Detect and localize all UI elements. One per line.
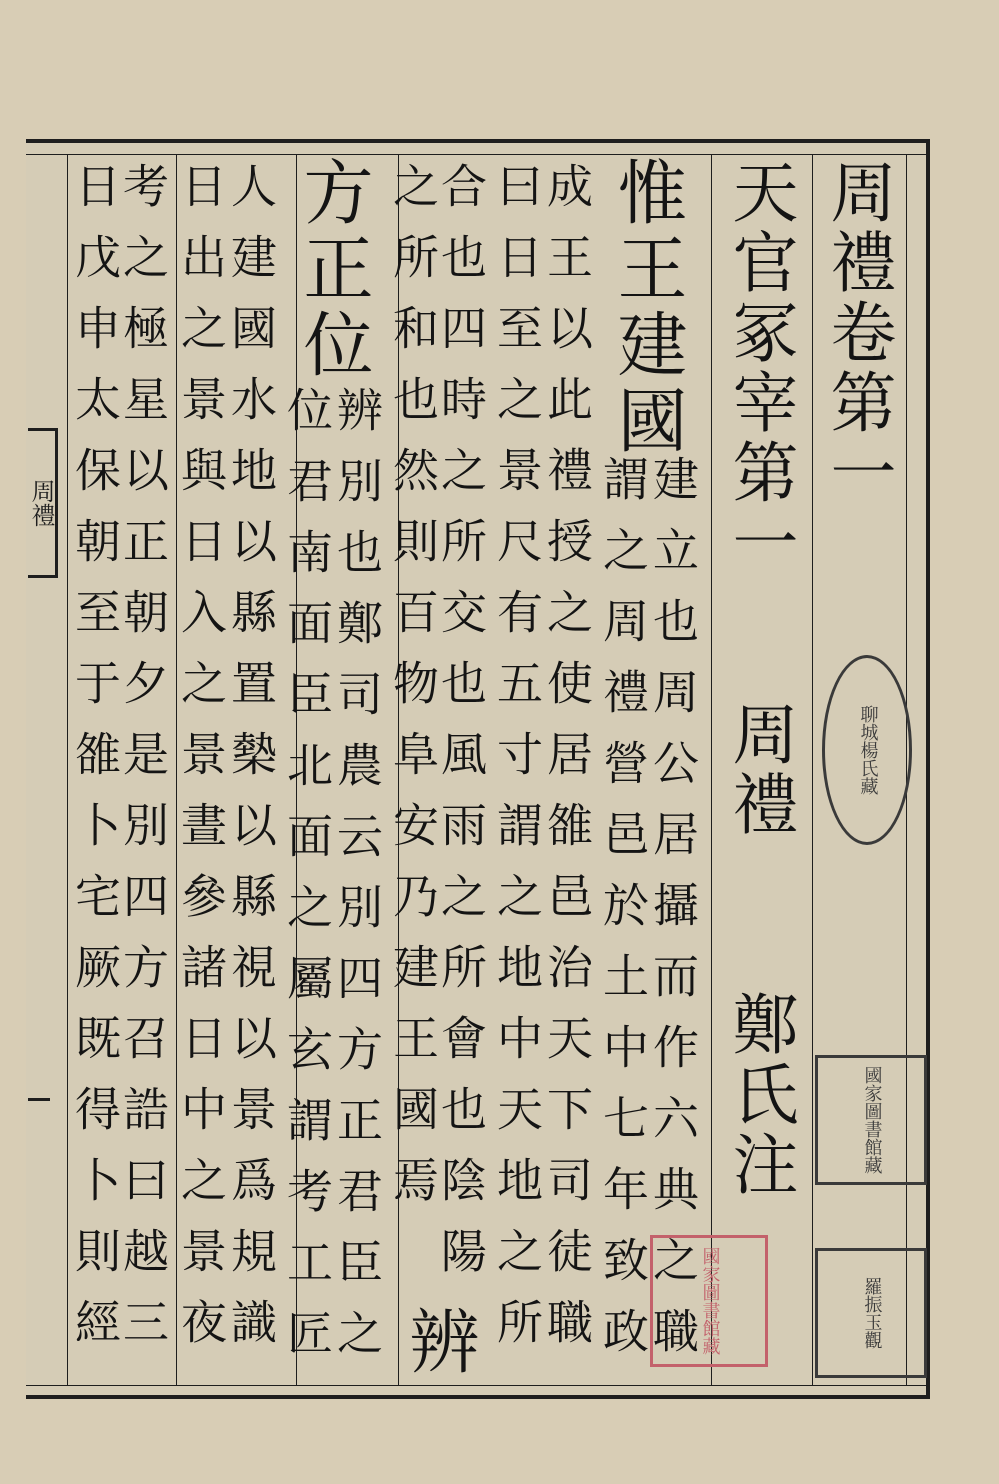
commentary-column: 謂之周禮營邑於土中七年致政 [596,455,650,1378]
commentary-column: 日戊申太保朝至于雒卜宅厥既得卜則經 [68,162,122,1369]
collector-seal-square-lower: 羅振玉觀 [815,1248,927,1378]
annotator-label: 鄭氏注 [721,990,798,1200]
commentary-column: 曰日至之景尺有五寸謂之地中天地之所 [490,162,544,1369]
collector-seal-round: 聊城楊氏藏 [822,655,912,845]
book-label: 周禮 [721,700,798,840]
commentary-column: 成王以此禮授之使居雒邑治天下司徒職 [540,162,594,1369]
spine-mark [28,1098,50,1101]
library-seal-red: 國家圖書館藏 [650,1235,768,1367]
commentary-column: 建立也周公居攝而作六典之職 [646,455,700,1378]
main-text-column: 辨 [398,1305,480,1381]
spine-label: 周禮 [28,428,58,578]
chapter-heading: 天官冢宰第一 [721,158,798,578]
commentary-column: 人建國水地以縣置槷以縣視以景爲規識 [224,162,278,1369]
commentary-column: 辨別也鄭司農云別四方正君臣之 [330,386,384,1380]
commentary-column: 考之極星以正朝夕是別四方召誥曰越三 [116,162,170,1369]
main-text-column: 惟王建國 [606,156,688,460]
column-rule [812,155,813,1385]
collector-seal-square: 國家圖書館藏 [815,1055,927,1185]
commentary-column: 日出之景與日入之景晝參諸日中之景夜 [174,162,228,1369]
commentary-column: 合也四時之所交也風雨之所會也陰陽 [434,162,488,1298]
commentary-column: 之所和也然則百物阜安乃建王國焉 [386,162,440,1227]
column-rule [711,155,712,1385]
main-text-column: 方正位 [292,156,374,384]
book-title: 周禮卷第一 [819,158,896,508]
commentary-column: 位君南面臣北面之屬玄謂考工匠 [280,386,334,1380]
